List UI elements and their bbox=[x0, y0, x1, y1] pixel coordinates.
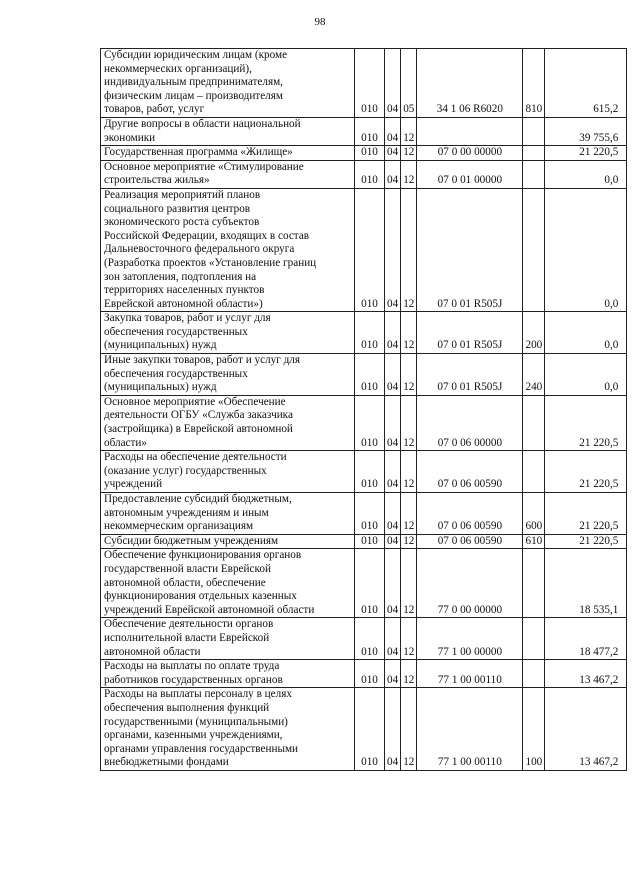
description-line: Расходы на выплаты персоналу в целях bbox=[104, 688, 292, 701]
description-line: органами управления государственными bbox=[104, 742, 299, 755]
description-line: зон затопления, подтопления на bbox=[104, 270, 257, 283]
description-line: (застройщика) в Еврейской автономной bbox=[104, 423, 293, 436]
page-number: 98 bbox=[314, 16, 326, 28]
amount: 615,2 bbox=[545, 49, 627, 118]
description-line: Обеспечение функционирования органов bbox=[104, 549, 302, 562]
subsection-code: 12 bbox=[401, 534, 417, 549]
amount: 0,0 bbox=[545, 354, 627, 396]
table-row bbox=[101, 618, 627, 660]
description-line: исполнительной власти Еврейской bbox=[104, 631, 270, 644]
target-article-code: 07 0 01 R505J bbox=[417, 188, 523, 311]
target-article-code: 07 0 06 00000 bbox=[417, 395, 523, 450]
ministry-code: 010 bbox=[355, 395, 385, 450]
description-line: Субсидии юридическим лицам (кроме bbox=[104, 49, 288, 61]
subsection-code: 12 bbox=[401, 493, 417, 535]
table-row bbox=[101, 354, 627, 396]
description-line: обеспечения выполнения функций bbox=[104, 701, 270, 714]
description-line: территориях населенных пунктов bbox=[104, 284, 265, 297]
description-line: органами, казенными учреждениями, bbox=[104, 729, 283, 742]
description-line: функционирования отдельных казенных bbox=[104, 590, 297, 603]
target-article-code: 07 0 01 00000 bbox=[417, 160, 523, 188]
ministry-code: 010 bbox=[355, 312, 385, 354]
table-row bbox=[101, 493, 627, 535]
description-line: индивидуальным предпринимателям, bbox=[104, 76, 283, 89]
expense-type-code bbox=[523, 188, 545, 311]
amount: 21 220,5 bbox=[545, 395, 627, 450]
row-description bbox=[101, 160, 355, 188]
expense-type-code: 600 bbox=[523, 493, 545, 535]
description-line: социального развития центров bbox=[104, 202, 251, 215]
table-row bbox=[101, 688, 627, 771]
amount: 0,0 bbox=[545, 160, 627, 188]
section-code: 04 bbox=[385, 188, 401, 311]
expense-type-code bbox=[523, 395, 545, 450]
target-article-code: 07 0 06 00590 bbox=[417, 493, 523, 535]
ministry-code: 010 bbox=[355, 549, 385, 618]
subsection-code: 12 bbox=[401, 146, 417, 161]
section-code: 04 bbox=[385, 354, 401, 396]
description-line: области» bbox=[104, 436, 147, 449]
description-line: Государственная программа «Жилище» bbox=[104, 146, 293, 159]
row-description bbox=[101, 549, 355, 618]
amount: 39 755,6 bbox=[545, 117, 627, 145]
amount: 13 467,2 bbox=[545, 660, 627, 688]
target-article-code: 34 1 06 R6020 bbox=[417, 49, 523, 118]
subsection-code: 12 bbox=[401, 395, 417, 450]
target-article-code: 07 0 00 00000 bbox=[417, 146, 523, 161]
description-line: (оказание услуг) государственных bbox=[104, 464, 267, 477]
target-article-code: 77 0 00 00000 bbox=[417, 549, 523, 618]
table-row bbox=[101, 160, 627, 188]
row-description bbox=[101, 146, 355, 161]
description-line: работников государственных органов bbox=[104, 673, 283, 686]
description-line: Закупка товаров, работ и услуг для bbox=[104, 312, 271, 325]
subsection-code: 12 bbox=[401, 354, 417, 396]
description-line: Иные закупки товаров, работ и услуг для bbox=[104, 354, 301, 367]
subsection-code: 12 bbox=[401, 188, 417, 311]
description-line: некоммерческих организаций), bbox=[104, 62, 252, 75]
expense-type-code bbox=[523, 146, 545, 161]
expense-type-code bbox=[523, 549, 545, 618]
subsection-code: 12 bbox=[401, 160, 417, 188]
description-line: Российской Федерации, входящих в состав bbox=[104, 229, 310, 242]
description-line: обеспечения государственных bbox=[104, 325, 248, 338]
description-line: обеспечения государственных bbox=[104, 367, 248, 380]
description-line: Основное мероприятие «Стимулирование bbox=[104, 160, 304, 173]
description-line: Расходы на выплаты по оплате труда bbox=[104, 660, 280, 673]
section-code: 04 bbox=[385, 688, 401, 771]
row-description bbox=[101, 312, 355, 354]
row-description bbox=[101, 660, 355, 688]
description-line: (Разработка проектов «Установление границ bbox=[104, 256, 317, 269]
description-line: (муниципальных) нужд bbox=[104, 339, 217, 352]
description-line: товаров, работ, услуг bbox=[104, 103, 205, 116]
amount: 0,0 bbox=[545, 312, 627, 354]
row-description bbox=[101, 451, 355, 493]
table-row bbox=[101, 312, 627, 354]
table-row bbox=[101, 49, 627, 118]
amount: 21 220,5 bbox=[545, 493, 627, 535]
table-row bbox=[101, 660, 627, 688]
subsection-code: 12 bbox=[401, 549, 417, 618]
section-code: 04 bbox=[385, 660, 401, 688]
section-code: 04 bbox=[385, 451, 401, 493]
row-description bbox=[101, 688, 355, 771]
amount: 21 220,5 bbox=[545, 451, 627, 493]
description-line: Дальневосточного федерального округа bbox=[104, 243, 295, 256]
target-article-code: 07 0 06 00590 bbox=[417, 534, 523, 549]
row-description bbox=[101, 395, 355, 450]
description-line: автономной области, обеспечение bbox=[104, 576, 266, 589]
description-line: (муниципальных) нужд bbox=[104, 381, 217, 394]
ministry-code: 010 bbox=[355, 188, 385, 311]
table-row bbox=[101, 395, 627, 450]
target-article-code: 07 0 01 R505J bbox=[417, 312, 523, 354]
amount: 21 220,5 bbox=[545, 146, 627, 161]
description-line: государственными (муниципальными) bbox=[104, 715, 288, 728]
description-line: Другие вопросы в области национальной bbox=[104, 117, 301, 130]
ministry-code: 010 bbox=[355, 117, 385, 145]
expense-type-code bbox=[523, 618, 545, 660]
description-line: Обеспечение деятельности органов bbox=[104, 618, 274, 631]
description-line: Субсидии бюджетным учреждениям bbox=[104, 534, 279, 547]
expense-type-code: 240 bbox=[523, 354, 545, 396]
section-code: 04 bbox=[385, 534, 401, 549]
target-article-code: 07 0 06 00590 bbox=[417, 451, 523, 493]
description-line: экономического роста субъектов bbox=[104, 216, 260, 229]
row-description bbox=[101, 49, 355, 118]
amount: 0,0 bbox=[545, 188, 627, 311]
row-description bbox=[101, 534, 355, 549]
target-article-code: 77 1 00 00000 bbox=[417, 618, 523, 660]
ministry-code: 010 bbox=[355, 146, 385, 161]
expense-type-code bbox=[523, 660, 545, 688]
table-row bbox=[101, 146, 627, 161]
table-row bbox=[101, 549, 627, 618]
description-line: учреждений Еврейской автономной области bbox=[104, 603, 315, 616]
table-row bbox=[101, 117, 627, 145]
subsection-code: 12 bbox=[401, 660, 417, 688]
section-code: 04 bbox=[385, 49, 401, 118]
description-line: автономным учреждениям и иным bbox=[104, 506, 269, 519]
description-line: автономной области bbox=[104, 645, 201, 658]
ministry-code: 010 bbox=[355, 160, 385, 188]
expense-type-code bbox=[523, 160, 545, 188]
section-code: 04 bbox=[385, 618, 401, 660]
section-code: 04 bbox=[385, 549, 401, 618]
description-line: внебюджетными фондами bbox=[104, 756, 229, 769]
ministry-code: 010 bbox=[355, 49, 385, 118]
section-code: 04 bbox=[385, 160, 401, 188]
section-code: 04 bbox=[385, 395, 401, 450]
expense-type-code bbox=[523, 117, 545, 145]
row-description bbox=[101, 493, 355, 535]
description-line: Еврейской автономной области») bbox=[104, 297, 263, 310]
subsection-code: 12 bbox=[401, 618, 417, 660]
description-line: некоммерческим организациям bbox=[104, 520, 254, 533]
description-line: Расходы на обеспечение деятельности bbox=[104, 451, 287, 464]
expense-type-code: 100 bbox=[523, 688, 545, 771]
amount: 21 220,5 bbox=[545, 534, 627, 549]
description-line: строительства жилья» bbox=[104, 174, 210, 187]
budget-table bbox=[100, 48, 627, 771]
description-line: государственной власти Еврейской bbox=[104, 562, 271, 575]
expense-type-code: 610 bbox=[523, 534, 545, 549]
description-line: учреждений bbox=[104, 478, 163, 491]
ministry-code: 010 bbox=[355, 688, 385, 771]
ministry-code: 010 bbox=[355, 534, 385, 549]
description-line: Основное мероприятие «Обеспечение bbox=[104, 395, 286, 408]
description-line: экономики bbox=[104, 131, 156, 144]
row-description bbox=[101, 354, 355, 396]
subsection-code: 12 bbox=[401, 312, 417, 354]
subsection-code: 05 bbox=[401, 49, 417, 118]
ministry-code: 010 bbox=[355, 493, 385, 535]
description-line: Реализация мероприятий планов bbox=[104, 188, 261, 201]
amount: 18 535,1 bbox=[545, 549, 627, 618]
row-description bbox=[101, 117, 355, 145]
subsection-code: 12 bbox=[401, 688, 417, 771]
target-article-code: 77 1 00 00110 bbox=[417, 688, 523, 771]
row-description bbox=[101, 618, 355, 660]
description-line: Предоставление субсидий бюджетным, bbox=[104, 493, 292, 505]
ministry-code: 010 bbox=[355, 660, 385, 688]
target-article-code: 77 1 00 00110 bbox=[417, 660, 523, 688]
target-article-code bbox=[417, 117, 523, 145]
description-line: деятельности ОГБУ «Служба заказчика bbox=[104, 409, 293, 422]
section-code: 04 bbox=[385, 117, 401, 145]
description-line: физическим лицам – производителям bbox=[104, 89, 283, 102]
section-code: 04 bbox=[385, 146, 401, 161]
amount: 13 467,2 bbox=[545, 688, 627, 771]
table-row bbox=[101, 451, 627, 493]
amount: 18 477,2 bbox=[545, 618, 627, 660]
subsection-code: 12 bbox=[401, 117, 417, 145]
row-description bbox=[101, 188, 355, 311]
ministry-code: 010 bbox=[355, 451, 385, 493]
section-code: 04 bbox=[385, 312, 401, 354]
table-row bbox=[101, 534, 627, 549]
target-article-code: 07 0 01 R505J bbox=[417, 354, 523, 396]
ministry-code: 010 bbox=[355, 618, 385, 660]
table-row bbox=[101, 188, 627, 311]
ministry-code: 010 bbox=[355, 354, 385, 396]
expense-type-code: 810 bbox=[523, 49, 545, 118]
subsection-code: 12 bbox=[401, 451, 417, 493]
section-code: 04 bbox=[385, 493, 401, 535]
expense-type-code bbox=[523, 451, 545, 493]
expense-type-code: 200 bbox=[523, 312, 545, 354]
